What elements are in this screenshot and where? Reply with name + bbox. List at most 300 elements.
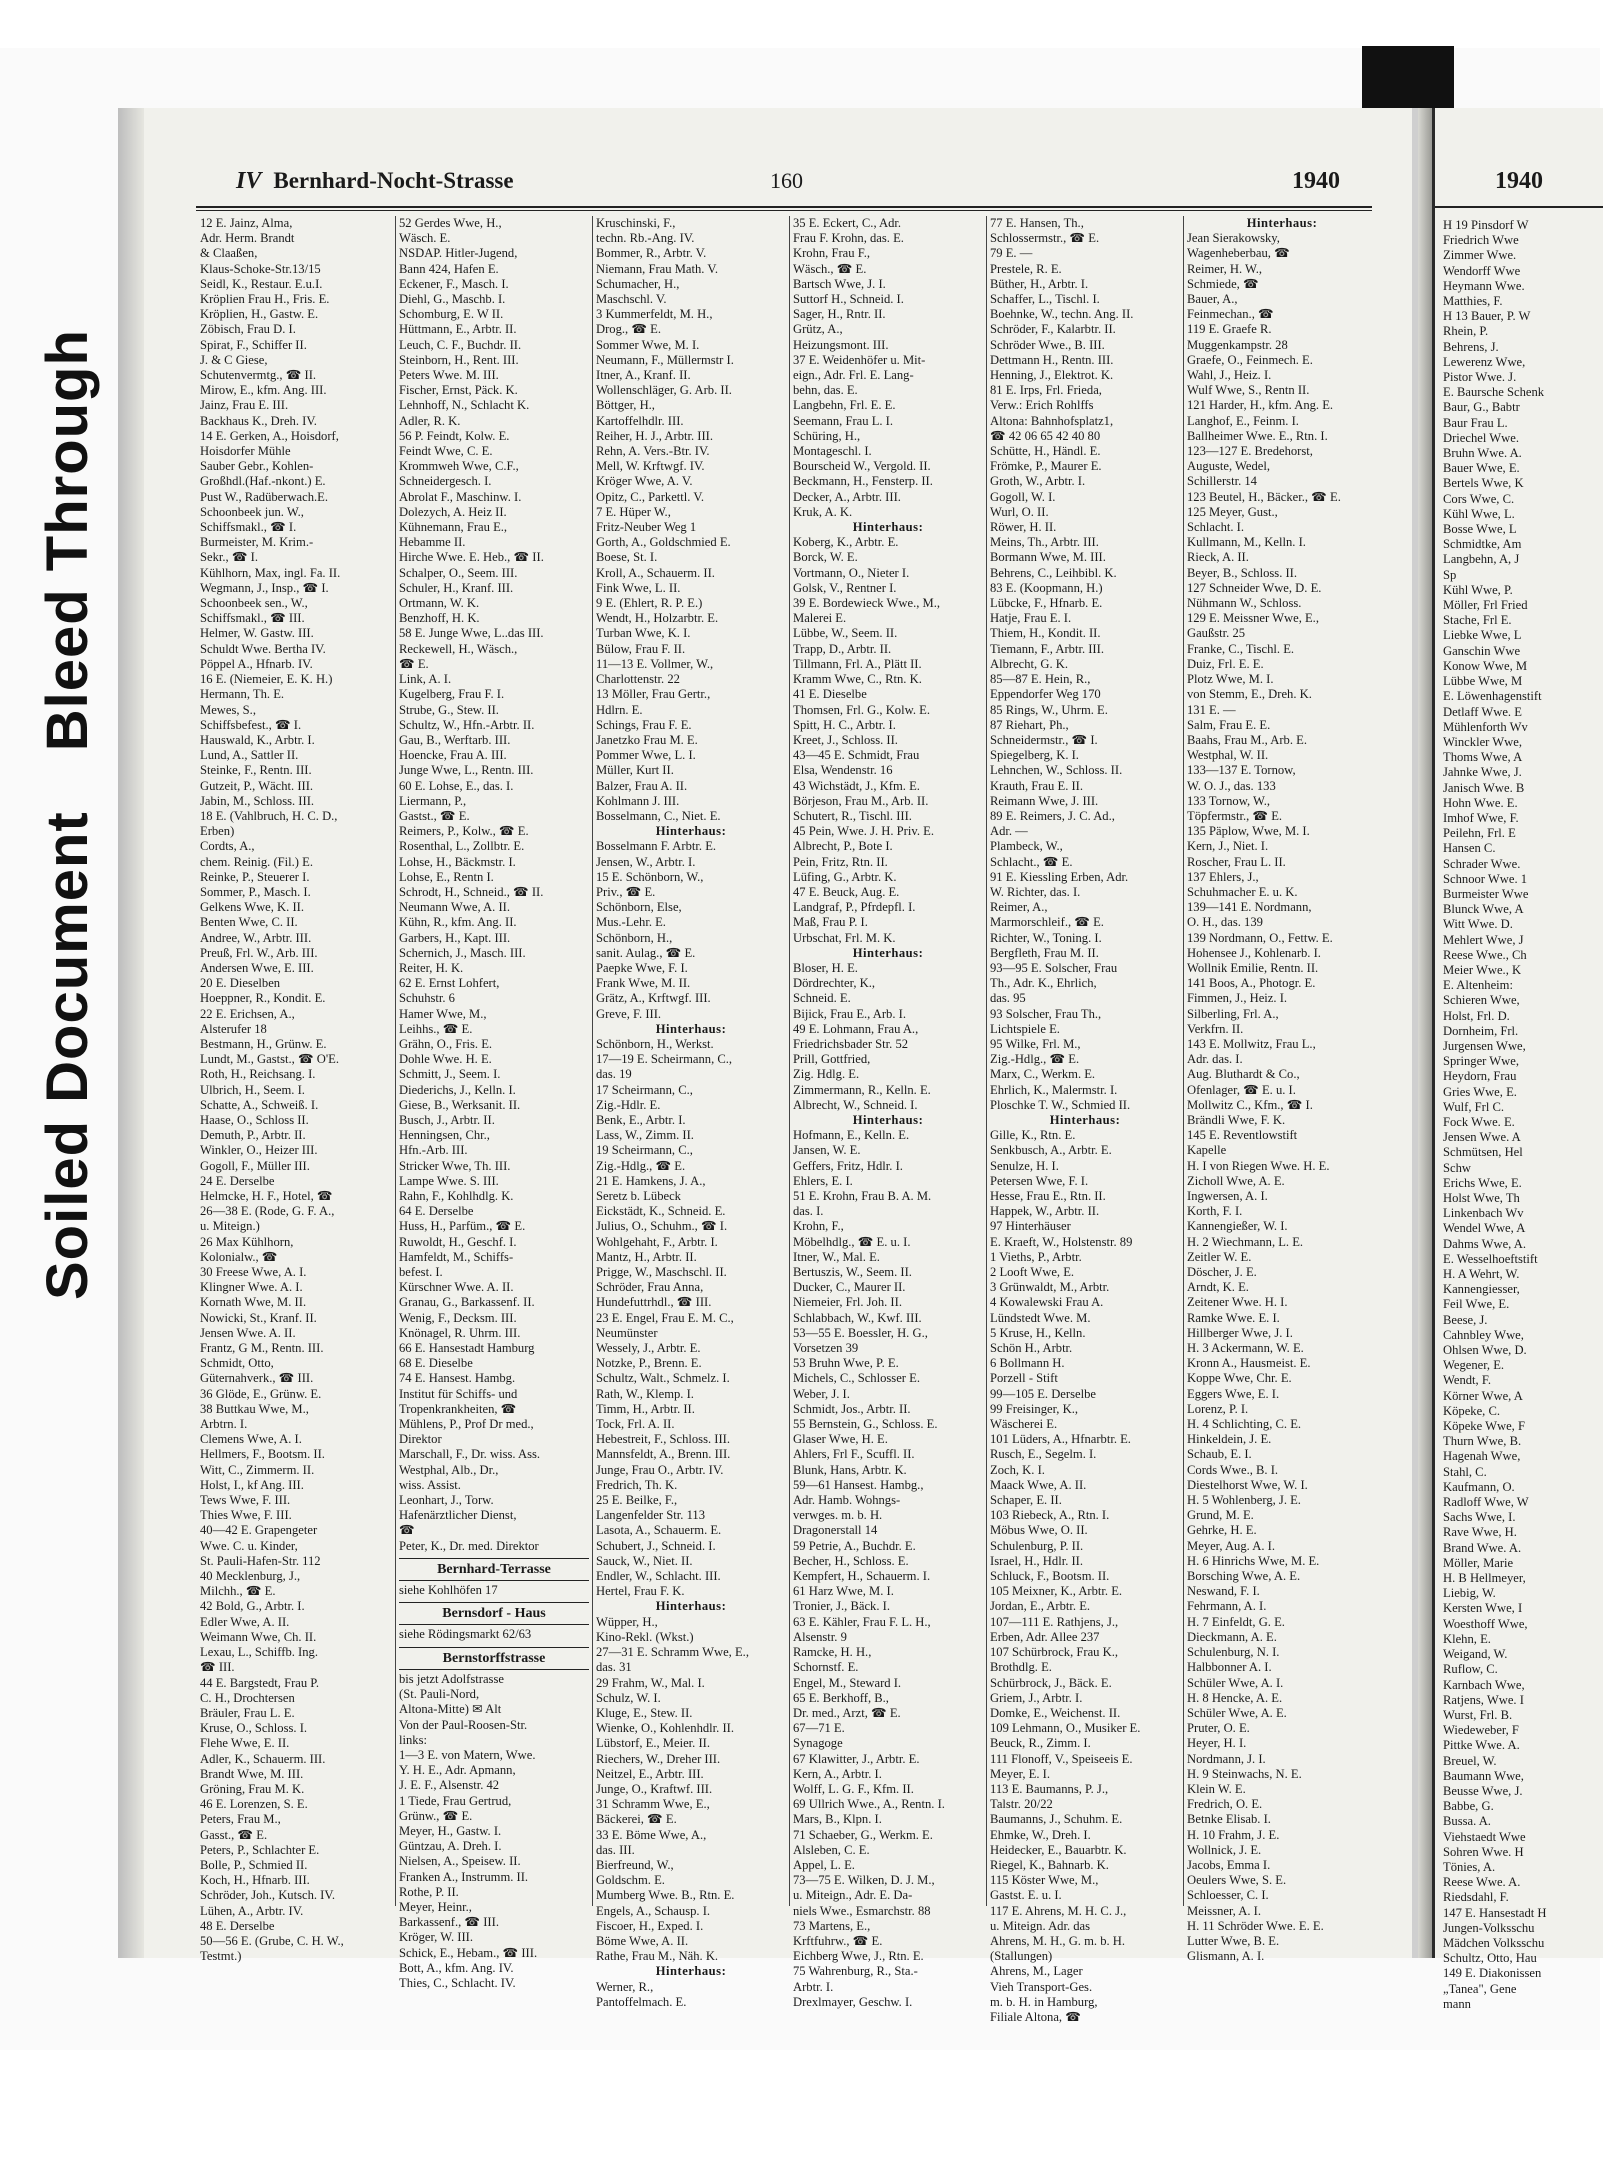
directory-entry-line: Schillerstr. 14	[1187, 474, 1257, 489]
directory-entry-line: 22 E. Erichsen, A.,	[200, 1006, 295, 1021]
directory-entry-line: Schönborn, H., Werkst.	[596, 1036, 714, 1051]
directory-entry-line: Reinke, P., Steuerer I.	[200, 869, 310, 884]
directory-entry-line: 125 Meyer, Gust.,	[1187, 504, 1278, 519]
facing-page-entry-line: Sohren Wwe. H	[1443, 1844, 1524, 1859]
directory-entry-line: Peters, Frau M.,	[200, 1812, 281, 1827]
directory-entry-line: Domke, E., Weichenst. II.	[990, 1705, 1121, 1720]
directory-entry-line: Steinke, F., Rentn. III.	[200, 763, 312, 778]
directory-entry-line: 97 Hinterhäuser	[990, 1219, 1071, 1234]
directory-entry-line: m. b. H. in Hamburg,	[990, 1994, 1098, 2009]
directory-entry-line: 71 Schaeber, G., Werkm. E.	[793, 1827, 933, 1842]
directory-entry-line: Sommer, P., Masch. I.	[200, 884, 311, 899]
directory-entry-line: 2 Looft Wwe, E.	[990, 1265, 1075, 1280]
directory-entry-line: Dieckmann, A. E.	[1187, 1629, 1277, 1644]
directory-entry-line: Spirat, F., Schiffer II.	[200, 337, 307, 352]
directory-entry-line: Ahrens, M. H., G. m. b. H.	[990, 1933, 1126, 1948]
directory-entry-line: Grütz, A.,	[793, 322, 843, 337]
directory-entry-line: 67 Klawitter, J., Arbtr. E.	[793, 1751, 920, 1766]
directory-entry-line: 48 E. Derselbe	[200, 1918, 275, 1933]
facing-page-entry-line: Kaufmann, O.	[1443, 1479, 1515, 1494]
directory-entry-line: Fredrich, Th. K.	[596, 1477, 678, 1492]
directory-entry-line: Julius, O., Schuhm., ☎ I.	[596, 1219, 728, 1234]
directory-entry-line: Busch, J., Arbtr. II.	[399, 1112, 495, 1127]
directory-entry-line: Seretz b. Lübeck	[596, 1189, 681, 1203]
directory-entry-line: Koch, H., Hfnarb. III.	[200, 1873, 310, 1888]
directory-entry-line: Langenfelder Str. 113	[596, 1508, 705, 1523]
directory-entry-line: Adr. das. I.	[1187, 1052, 1243, 1067]
directory-entry-line: Winkler, O., Heizer III.	[200, 1143, 318, 1158]
header-rule	[196, 206, 1372, 208]
street-crossref-heading: Bernsdorf - Haus	[399, 1602, 589, 1625]
directory-entry-line: Schröder, Frau Anna,	[596, 1280, 704, 1295]
facing-page-entry-line: Schultz, Otto, Hau	[1443, 1951, 1537, 1966]
facing-page-entry-line: Thurn Wwe, B.	[1443, 1434, 1522, 1449]
directory-entry-line: Lass, W., Zimm. II.	[596, 1128, 694, 1143]
facing-page-entry-line: Ganschin Wwe	[1443, 643, 1521, 658]
directory-entry-line: Jean Sierakowsky,	[1187, 231, 1280, 246]
directory-entry-line: Schröder, F., Kalarbtr. II.	[990, 322, 1116, 337]
directory-entry-line: Fritz-Neuber Weg 1	[596, 520, 697, 535]
directory-entry-line: Reimann Wwe, J. III.	[990, 793, 1099, 808]
directory-entry-line: 41 E. Dieselbe	[793, 687, 867, 702]
facing-page-entry-line: Jurgensen Wwe,	[1443, 1038, 1526, 1053]
directory-entry-line: Arbtr. I.	[793, 1979, 834, 1994]
directory-entry-line: Zig.-Hdlr. E.	[596, 1097, 661, 1112]
directory-entry-line: Dolezych, A. Heiz II.	[399, 504, 507, 519]
directory-entry-line: Roth, H., Reichsang. I.	[200, 1067, 316, 1082]
directory-entry-line: Jainz, Frau E. III.	[200, 398, 289, 413]
directory-entry-line: 141 Boos, A., Photogr. E.	[1187, 976, 1316, 991]
directory-entry-line: Dördrechter, K.,	[793, 976, 876, 991]
facing-page-entry-line: Meier Wwe., K	[1443, 962, 1522, 977]
directory-entry-line: Thies Wwe, F. III.	[200, 1508, 292, 1523]
directory-entry-line: Drexlmayer, Geschw. I.	[793, 1994, 913, 2009]
directory-entry-line: Kramm Wwe, C., Rtn. K.	[793, 672, 922, 687]
directory-entry-line: Neswand, F. I.	[1187, 1584, 1260, 1599]
directory-entry-line: 40—42 E. Grapengeter	[200, 1523, 318, 1538]
directory-entry-line: 33 E. Böme Wwe, A.,	[596, 1827, 707, 1842]
directory-entry-line: Junge, O., Kraftwf. III.	[596, 1781, 713, 1796]
directory-entry-line: Bosselmann F. Arbtr. E.	[596, 839, 717, 854]
directory-entry-line: Borsching Wwe, A. E.	[1187, 1569, 1301, 1584]
directory-entry-line: Schrodt, H., Schneid., ☎ II.	[399, 884, 544, 899]
directory-entry-line: Jensen, W., Arbtr. I.	[596, 854, 696, 869]
directory-entry-line: Fiscoer, H., Exped. I.	[596, 1918, 704, 1933]
directory-entry-line: 4 Kowalewski Frau A.	[990, 1295, 1104, 1310]
facing-page-entry-line: Pittke Wwe. A.	[1443, 1738, 1520, 1753]
directory-entry-line: das. 31	[596, 1660, 632, 1675]
directory-entry-line: 24 E. Derselbe	[200, 1173, 275, 1188]
side-stamp-text	[12, 300, 122, 1300]
directory-entry-line: Nordmann, J. I.	[1187, 1751, 1266, 1766]
directory-entry-line: Weimann Wwe, Ch. II.	[200, 1629, 317, 1644]
directory-entry-line: 95 Wilke, Frl. M.,	[990, 1036, 1081, 1051]
directory-entry-line: 37 E. Weidenhöfer u. Mit-	[793, 352, 926, 367]
directory-entry-line: Kern, A., Arbtr. I.	[793, 1766, 882, 1781]
directory-entry-line: Kröplien Frau H., Fris. E.	[200, 292, 330, 307]
directory-entry-line: 7 E. Hüper W.,	[596, 504, 671, 519]
directory-entry-line: Prill, Gottfried,	[793, 1052, 871, 1067]
directory-entry-line: Meyer, H., Gastw. I.	[399, 1823, 502, 1838]
directory-entry-line: Zicholl Wwe, A. E.	[1187, 1173, 1285, 1188]
directory-entry-line: Holst, I., kf Ang. III.	[200, 1477, 304, 1492]
directory-entry-line: Meyer, E. I.	[990, 1766, 1050, 1781]
directory-entry-line: Wollnick, J. E.	[1187, 1842, 1262, 1857]
facing-page-entry-line: Liebig, W.	[1443, 1586, 1496, 1601]
facing-page-entry-line: Mühlenforth Wv	[1443, 719, 1528, 734]
directory-entry-line: Rathe, Frau M., Näh. K.	[596, 1949, 719, 1964]
directory-entry-line: 9 E. (Ehlert, R. P. E.)	[596, 596, 703, 611]
directory-entry-line: Zöbisch, Frau D. I.	[200, 322, 296, 337]
facing-page-entry-line: Driechel Wwe.	[1443, 430, 1519, 445]
facing-page-entry-line: Klehn, E.	[1443, 1631, 1491, 1646]
directory-entry-line: Wüpper, H.,	[596, 1614, 658, 1629]
directory-entry-line: Testmt.)	[200, 1949, 242, 1964]
facing-page-entry-line: Fock Wwe. E.	[1443, 1114, 1515, 1129]
directory-entry-line: Zig.-Hdlg., ☎ E.	[990, 1052, 1080, 1067]
facing-page-entry-line: 149 E. Diakonissen	[1443, 1966, 1542, 1981]
directory-entry-line: Marschall, F., Dr. wiss. Ass.	[399, 1447, 541, 1462]
directory-entry-line: Balzer, Frau A. II.	[596, 778, 688, 793]
directory-entry-line: Schröder Wwe., B. III.	[990, 337, 1105, 352]
facing-page-entry-line: Konow Wwe, M	[1443, 658, 1528, 673]
directory-entry-line: Lohse, H., Bäckmstr. I.	[399, 854, 516, 869]
directory-entry-line: 63 E. Kähler, Frau F. L. H.,	[793, 1614, 931, 1629]
directory-entry-line: Güntzau, A. Dreh. I.	[399, 1839, 502, 1854]
directory-entry-line: 81 E. Irps, Frl. Frieda,	[990, 383, 1102, 398]
directory-entry-line: Hermann, Th. E.	[200, 687, 285, 702]
directory-entry-line: H. 8 Hencke, A. E.	[1187, 1690, 1283, 1705]
stamp-soiled-document: Soiled Document	[34, 811, 100, 1300]
directory-entry-line: Abrolat F., Maschinw. I.	[399, 489, 522, 504]
directory-entry-line: 64 E. Derselbe	[399, 1204, 474, 1219]
directory-entry-line: Schomburg, E. W II.	[399, 307, 504, 322]
directory-entry-line: Riegel, K., Bahnarb. K.	[990, 1857, 1109, 1872]
directory-entry-line: Wollenschläger, G. Arb. II.	[596, 383, 732, 398]
directory-entry-line: Langhof, E., Feinm. I.	[1187, 413, 1299, 428]
facing-page-entry-line: Burmeister Wwe	[1443, 886, 1529, 901]
facing-page-entry-line: Cahnbley Wwe,	[1443, 1327, 1524, 1342]
directory-entry-line: Spiegelberg, K. I.	[990, 748, 1079, 763]
directory-entry-line: Mus.-Lehr. E.	[596, 915, 666, 930]
directory-entry-line: Schoonbeek jun. W.,	[200, 504, 304, 519]
directory-entry-line: 1 Vieths, P., Arbtr.	[990, 1249, 1082, 1264]
directory-entry-line: 59 Petrie, A., Buchdr. E.	[793, 1538, 916, 1553]
directory-entry-line: 109 Lehmann, O., Musiker E.	[990, 1721, 1141, 1736]
facing-page-entry-line: Hagenah Wwe,	[1443, 1449, 1521, 1464]
directory-entry-line: 58 E. Junge Wwe, L..das III.	[399, 626, 544, 641]
directory-entry-line: Gutzeit, P., Wächt. III.	[200, 778, 314, 793]
facing-page-entry-line: Cors Wwe, C.	[1443, 491, 1515, 506]
directory-entry-line: 1—3 E. von Matern, Wwe.	[399, 1747, 536, 1762]
directory-entry-line: Kröger Wwe, A. V.	[596, 474, 693, 489]
directory-entry-line: Edler Wwe, A. II.	[200, 1614, 290, 1629]
directory-entry-line: Porzell - Stift	[990, 1371, 1058, 1386]
directory-entry-line: 38 Buttkau Wwe, M.,	[200, 1401, 309, 1416]
directory-entry-line: Zeitener Wwe. H. I.	[1187, 1295, 1288, 1310]
directory-entry-line: Brandt Wwe, M. III.	[200, 1766, 304, 1781]
directory-entry-line: Ahrens, M., Lager	[990, 1964, 1083, 1979]
directory-entry-line: Hauswald, K., Arbtr. I.	[200, 732, 315, 747]
directory-entry-line: Jansen, W. E.	[793, 1143, 861, 1158]
street-name-heading: Bernhard-Nocht-Strasse	[273, 168, 514, 193]
directory-entry-line: Bommer, R., Arbtr. V.	[596, 246, 707, 261]
facing-page-column	[1443, 218, 1603, 2012]
directory-entry-line: 103 Riebeck, A., Rtn. I.	[990, 1508, 1110, 1523]
directory-entry-line: (Stallungen)	[990, 1949, 1053, 1964]
directory-entry-line: Grätz, A., Krftwgf. III.	[596, 991, 711, 1006]
directory-entry-line: Dragonerstall 14	[793, 1523, 878, 1538]
directory-entry-line: ☎ E.	[399, 656, 429, 671]
directory-entry-line: Koberg, K., Arbtr. E.	[793, 535, 899, 550]
directory-entry-line: Pein, Fritz, Rtn. II.	[793, 854, 888, 869]
directory-entry-line: Meissner, A. I.	[1187, 1903, 1261, 1918]
directory-entry-line: Wäscherei E.	[990, 1417, 1058, 1432]
directory-entry-line: Hoisdorfer Mühle	[200, 444, 291, 459]
directory-entry-line: O. H., das. 139	[1187, 915, 1263, 930]
directory-entry-line: Heidecker, E., Bauarbtr. K.	[990, 1842, 1127, 1857]
directory-entry-line: Beckmann, H., Fensterp. II.	[793, 474, 933, 489]
directory-entry-line: Frank Wwe, M. II.	[596, 976, 691, 991]
directory-entry-line: Steinborn, H., Rent. III.	[399, 352, 519, 367]
directory-entry-line: Schick, E., Hebam., ☎ III.	[399, 1945, 538, 1960]
directory-entry-line: Sommer Wwe, M. I.	[596, 337, 700, 352]
header-rule-thin	[196, 210, 1372, 211]
directory-entry-line: Eickstädt, K., Schneid. E.	[596, 1204, 726, 1219]
directory-entry-line: Neitzel, E., Arbtr. III.	[596, 1766, 704, 1781]
directory-entry-line: Vortmann, O., Nieter I.	[793, 565, 910, 580]
side-stamp	[12, 300, 122, 1300]
column-divider	[789, 216, 790, 1906]
directory-entry-line: Möbelhdlg., ☎ E. u. I.	[793, 1234, 911, 1249]
directory-entry-line: 53 Bruhn Wwe, P. E.	[793, 1356, 899, 1371]
directory-entry-line: Prigge, W., Maschschl. II.	[596, 1265, 727, 1280]
directory-entry-line: Itner, W., Mal. E.	[793, 1249, 880, 1264]
directory-entry-line: 39 E. Bordewieck Wwe., M.,	[793, 596, 941, 611]
directory-entry-line: Meyer, Heinr.,	[399, 1899, 472, 1914]
directory-entry-line: Endler, W., Schlacht. III.	[596, 1569, 721, 1584]
directory-entry-line: Klein W. E.	[1187, 1781, 1246, 1796]
directory-entry-line: Turban Wwe, K. I.	[596, 626, 691, 641]
directory-entry-line: Kruschinski, F.,	[596, 216, 676, 230]
directory-entry-line: Happek, W., Arbtr. II.	[990, 1204, 1100, 1219]
directory-entry-line: 85—87 E. Hein, R.,	[990, 672, 1091, 687]
directory-entry-line: 127 Schneider Wwe, D. E.	[1187, 580, 1322, 595]
directory-entry-line: Borck, W. E.	[793, 550, 858, 565]
directory-entry-line: 143 E. Mollwitz, Frau L.,	[1187, 1036, 1316, 1051]
directory-entry-line: 50—56 E. (Grube, C. H. W.,	[200, 1933, 344, 1948]
directory-entry-line: Altona-Mitte) ✉ Alt	[399, 1702, 502, 1717]
directory-entry-line: Lehnhoff, N., Schlacht K.	[399, 398, 530, 413]
scan-bottom-margin	[0, 2050, 1600, 2177]
directory-entry-line: Thomsen, Frl. G., Kolw. E.	[793, 702, 931, 717]
directory-entry-line: Jensen Wwe. A. II.	[200, 1325, 296, 1340]
directory-entry-line: siehe Rödingsmarkt 62/63	[399, 1627, 532, 1642]
directory-entry-line: Wolff, L. G. F., Kfm. II.	[793, 1781, 914, 1796]
directory-column-4	[793, 216, 983, 2009]
directory-entry-line: Thies, C., Schlacht. IV.	[399, 1975, 516, 1990]
directory-entry-line: Bloser, H. E.	[793, 960, 858, 975]
directory-entry-line: Albrecht, P., Bote I.	[793, 839, 893, 854]
directory-entry-line: Mell, W. Krftwgf. IV.	[596, 459, 705, 474]
rear-building-heading: Hinterhaus:	[852, 945, 924, 960]
directory-entry-line: Rath, W., Klemp. I.	[596, 1386, 694, 1401]
directory-entry-line: Lübcke, F., Hfnarb. E.	[990, 596, 1103, 611]
facing-page-entry-line: Breuel, W.	[1443, 1753, 1497, 1768]
directory-entry-line: 117 E. Ahrens, M. H. C. J.,	[990, 1903, 1127, 1918]
directory-entry-line: 15 E. Schönborn, W.,	[596, 869, 704, 884]
directory-entry-line: Ahlers, Frl F., Scuffl. II.	[793, 1447, 915, 1462]
directory-entry-line: Rehn, A. Vers.-Btr. IV.	[596, 444, 710, 459]
facing-page-entry-line: Wurst, Frl. B.	[1443, 1707, 1513, 1722]
directory-entry-line: Lutter Wwe, B. E.	[1187, 1933, 1280, 1948]
directory-entry-line: 21 E. Hamkens, J. A.,	[596, 1173, 706, 1188]
directory-entry-line: ☎ III.	[200, 1660, 235, 1675]
directory-entry-line: Andersen Wwe, E. III.	[200, 960, 314, 975]
directory-entry-line: Aug. Bluthardt & Co.,	[1187, 1067, 1300, 1082]
directory-entry-line: 105 Meixner, K., Arbtr. E.	[990, 1584, 1123, 1599]
directory-entry-line: Krohn, Frau F.,	[793, 246, 871, 261]
directory-entry-line: Gastst., ☎ E.	[399, 808, 470, 823]
directory-entry-line: Bauer, A.,	[1187, 292, 1238, 307]
directory-entry-line: 35 E. Eckert, C., Adr.	[793, 216, 902, 230]
directory-entry-line: Kannengießer, W. I.	[1187, 1219, 1288, 1234]
directory-entry-line: Tillmann, Frl. A., Plätt II.	[793, 656, 922, 671]
directory-entry-line: Junge, Frau O., Arbtr. IV.	[596, 1462, 724, 1477]
directory-entry-line: Gasst., ☎ E.	[200, 1827, 268, 1842]
directory-entry-line: Milchh., ☎ E.	[200, 1584, 276, 1599]
directory-entry-line: u. Miteign. Adr. das	[990, 1918, 1091, 1933]
facing-page-entry-line: Bussa. A.	[1443, 1814, 1491, 1829]
directory-entry-line: Priv., ☎ E.	[596, 884, 656, 899]
directory-entry-line: Fredrich, O. E.	[1187, 1797, 1263, 1812]
directory-entry-line: Wäsch. E.	[399, 231, 451, 246]
directory-entry-line: 6 Bollmann H.	[990, 1356, 1065, 1371]
directory-entry-line: Grähn, O., Fris. E.	[399, 1036, 493, 1051]
rear-building-heading: Hinterhaus:	[655, 1599, 727, 1614]
facing-page-entry-line: E. Altenheim:	[1443, 978, 1513, 993]
directory-entry-line: Ehlers, E. I.	[793, 1173, 853, 1188]
directory-entry-line: Alsenstr. 9	[793, 1629, 847, 1644]
directory-entry-line: u. Miteign.)	[200, 1219, 260, 1234]
directory-entry-line: Diederichs, J., Kelln. I.	[399, 1082, 516, 1097]
directory-entry-line: Plotz Wwe, M. I.	[1187, 672, 1274, 687]
directory-entry-line: Bourscheid W., Vergold. II.	[793, 459, 931, 474]
directory-entry-line: Schluck, F., Bootsm. II.	[990, 1569, 1110, 1584]
directory-entry-line: Wwe. C. u. Kinder,	[200, 1538, 298, 1553]
directory-entry-line: Goldschm. E.	[596, 1873, 665, 1888]
facing-page-entry-line: Ruflow, C.	[1443, 1662, 1498, 1677]
directory-entry-line: Sauber Gebr., Kohlen-	[200, 459, 314, 474]
directory-entry-line: 51 E. Krohn, Frau B. A. M.	[793, 1189, 932, 1203]
directory-entry-line: Schutenvermtg., ☎ II.	[200, 368, 317, 383]
directory-entry-line: Baahs, Frau M., Arb. E.	[1187, 732, 1307, 747]
directory-entry-line: Schlacht., ☎ E.	[990, 854, 1073, 869]
column-divider	[592, 216, 593, 1906]
directory-entry-line: 3 Kummerfeldt, M. H.,	[596, 307, 713, 322]
facing-page-entry-line: Baumann Wwe,	[1443, 1768, 1524, 1783]
directory-entry-line: 62 E. Ernst Lohfert,	[399, 976, 500, 991]
directory-entry-line: Mühlens, P., Prof Dr med.,	[399, 1417, 534, 1432]
facing-page-entry-line: Bertels Wwe, K	[1443, 476, 1524, 491]
directory-entry-line: 85 Rings, W., Uhrm. E.	[990, 702, 1108, 717]
directory-entry-line: Groth, W., Arbtr. I.	[990, 474, 1086, 489]
street-crossref-heading: Bernhard-Terrasse	[399, 1558, 589, 1581]
directory-entry-line: Hellmers, F., Bootsm. II.	[200, 1447, 325, 1462]
facing-page-entry-line: Friedrich Wwe	[1443, 233, 1519, 248]
directory-entry-line: Drog., ☎ E.	[596, 322, 662, 337]
directory-entry-line: Bijick, Frau E., Arb. I.	[793, 1006, 906, 1021]
directory-entry-line: Bartsch Wwe, J. I.	[793, 276, 886, 291]
directory-entry-line: Güternahverk., ☎ III.	[200, 1371, 314, 1386]
directory-entry-line: Gaußstr. 25	[1187, 626, 1246, 641]
directory-entry-line: (St. Pauli-Nord,	[399, 1687, 480, 1702]
directory-entry-line: H. 4 Schlichting, C. E.	[1187, 1417, 1302, 1432]
directory-entry-line: Kühn, R., kfm. Ang. II.	[399, 915, 517, 930]
directory-entry-line: 131 E. —	[1187, 702, 1236, 717]
directory-entry-line: 27—31 E. Schramm Wwe, E.,	[596, 1645, 749, 1660]
directory-entry-line: Hebestreit, F., Schloss. III.	[596, 1432, 731, 1447]
facing-page-entry-line: „Tanea", Gene	[1443, 1981, 1517, 1996]
directory-entry-line: 53—55 E. Boessler, H. G.,	[793, 1325, 928, 1340]
directory-entry-line: 60 E. Lohse, E., das. I.	[399, 778, 514, 793]
directory-entry-line: Büther, H., Arbtr. I.	[990, 276, 1089, 291]
directory-entry-line: Rothe, P. II.	[399, 1884, 459, 1899]
directory-entry-line: das. 95	[990, 991, 1026, 1006]
directory-entry-line: Bolle, P., Schmied II.	[200, 1857, 308, 1872]
facing-page-entry-line: Woesthoff Wwe,	[1443, 1616, 1528, 1631]
directory-entry-line: J. & C Giese,	[200, 352, 268, 367]
directory-entry-line: Wäsch., ☎ E.	[793, 261, 867, 276]
directory-entry-line: 123 Beutel, H., Bäcker., ☎ E.	[1187, 489, 1341, 504]
directory-entry-line: Garbers, H., Kapt. III.	[399, 930, 511, 945]
directory-entry-line: Feinmechan., ☎	[1187, 307, 1274, 322]
directory-entry-line: Cords Wwe., B. I.	[1187, 1462, 1279, 1477]
directory-entry-line: Bierfreund, W.,	[596, 1857, 674, 1872]
directory-entry-line: Flehe Wwe, E. II.	[200, 1736, 290, 1751]
directory-entry-line: Klaus-Schoke-Str.13/15	[200, 261, 321, 276]
directory-entry-line: Grund, M. E.	[1187, 1508, 1254, 1523]
directory-entry-line: Mollwitz C., Kfm., ☎ I.	[1187, 1097, 1313, 1112]
directory-entry-line: 26—38 E. (Rode, G. F. A.,	[200, 1204, 335, 1219]
directory-entry-line: Schütte, H., Händl. E.	[990, 444, 1101, 459]
directory-entry-line: Itner, A., Kranf. II.	[596, 368, 691, 383]
directory-entry-line: Griem, J., Arbtr. I.	[990, 1690, 1083, 1705]
directory-entry-line: Lündstedt Wwe. M.	[990, 1310, 1091, 1325]
directory-entry-line: Cordts, A.,	[200, 839, 255, 854]
directory-entry-line: verwges. m. b. H.	[793, 1508, 883, 1523]
directory-entry-line: Krommweh Wwe, C.F.,	[399, 459, 519, 474]
facing-page-entry-line: Mehlert Wwe, J	[1443, 932, 1524, 947]
directory-entry-line: Stricker Wwe, Th. III.	[399, 1158, 511, 1173]
directory-entry-line: 137 Ehlers, J.,	[1187, 869, 1259, 884]
directory-entry-line: Werner, R.,	[596, 1979, 654, 1994]
facing-page-entry-line: Schieren Wwe,	[1443, 993, 1520, 1008]
facing-page-entry-line: Imhof Wwe, F.	[1443, 810, 1519, 825]
directory-entry-line: Heizungsmont. III.	[793, 337, 889, 352]
facing-page-entry-line: Jensen Wwe. A	[1443, 1130, 1521, 1145]
directory-entry-line: befest. I.	[399, 1265, 443, 1280]
directory-entry-line: Clemens Wwe, A. I.	[200, 1432, 302, 1447]
directory-entry-line: 31 Schramm Wwe, E.,	[596, 1797, 710, 1812]
directory-entry-line: Baumanns, J., Schuhm. E.	[990, 1812, 1123, 1827]
directory-entry-line: 73—75 E. Wilken, D. J. M.,	[793, 1873, 935, 1888]
book-gutter	[1418, 108, 1432, 1958]
page-number: 160	[770, 168, 803, 193]
directory-entry-line: Riechers, W., Dreher III.	[596, 1751, 721, 1766]
directory-entry-line: Diestelhorst Wwe, W. I.	[1187, 1477, 1308, 1492]
directory-entry-line: 73 Martens, E.,	[793, 1918, 871, 1933]
